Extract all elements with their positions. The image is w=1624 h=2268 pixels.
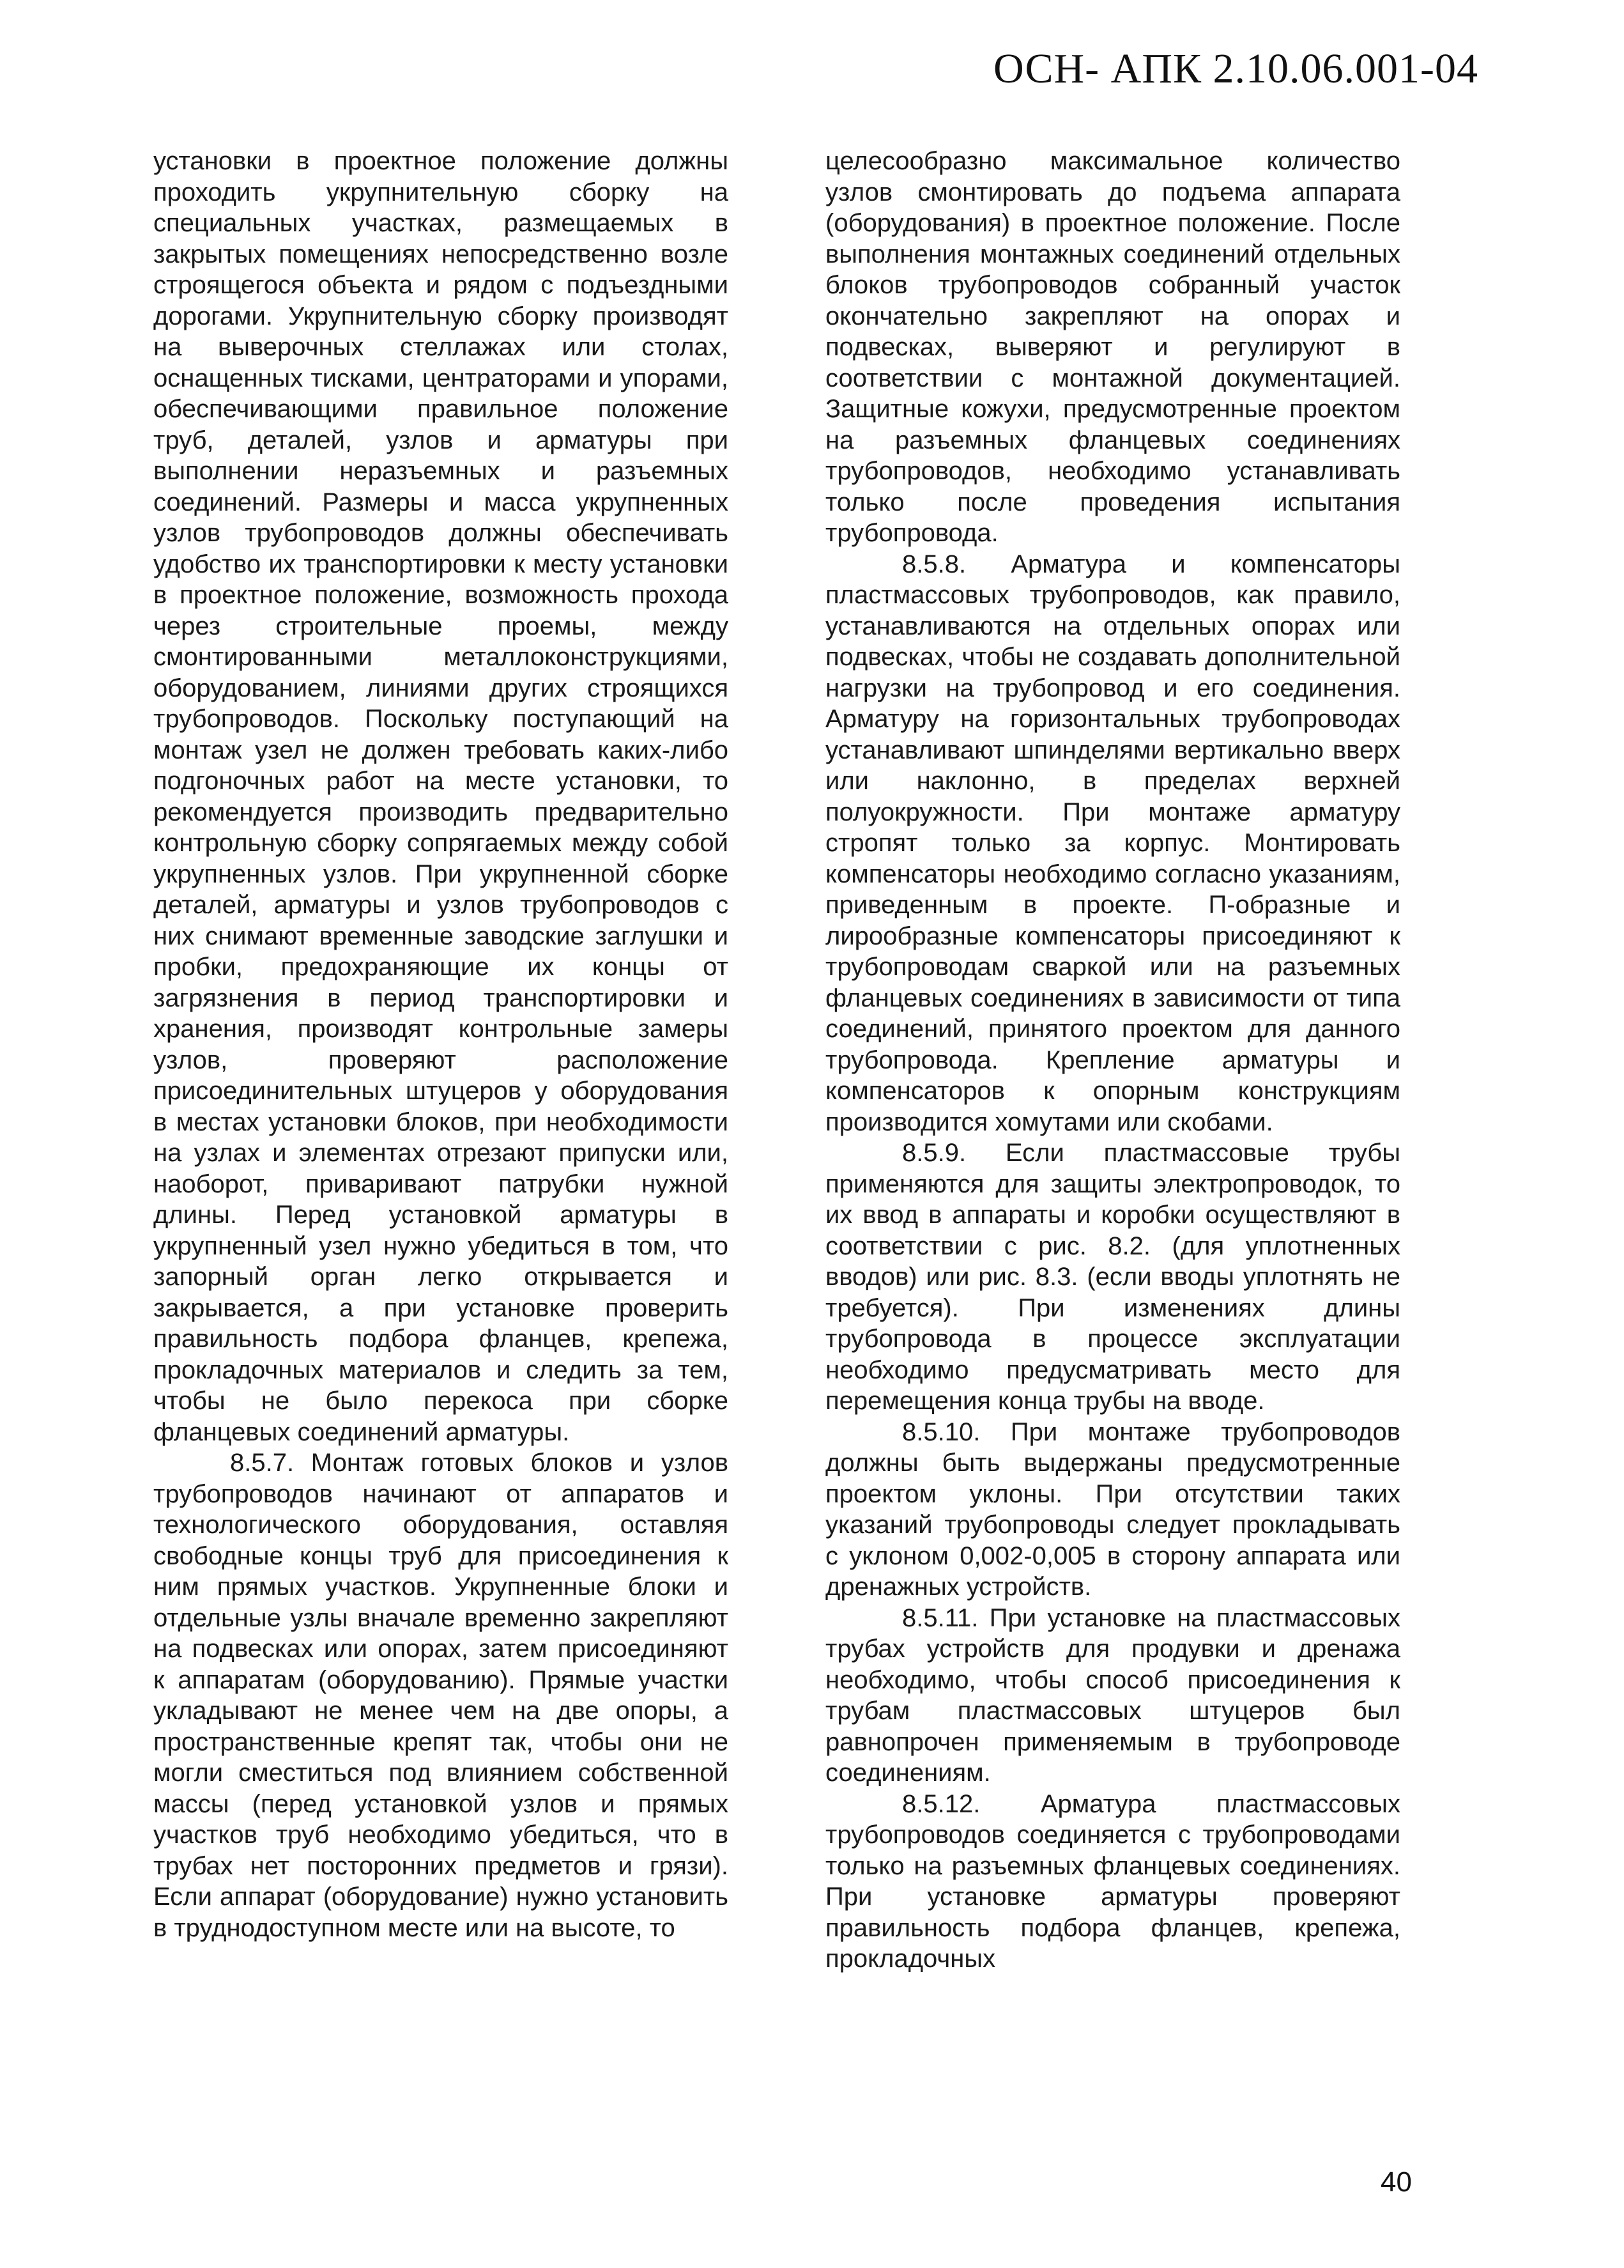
paragraph-8-5-12: 8.5.12. Арматура пластмассовых трубопроводов соединяется с трубопроводами только на разъемных фланцевых соединениях. При установке арматуры проверяют правильность подбора фланцев, крепежа, прокладочных — [825, 1789, 1400, 1973]
document-code: ОСН- АПК 2.10.06.001-04 — [993, 45, 1478, 92]
paragraph-continuation: установки в проектное положение должны проходить укрупнительную сборку на специальных участках, размещаемых в закрытых помещениях непосредственно возле строящегося объекта и рядом с подъездными дорогами. Укрупнительную сборку производят на выверочных стеллажах или столах, оснащенных тисками, центраторами и упорами, обеспечивающими правильное положение труб, деталей, узлов и арматуры при выполнении неразъемных и разъемных соединений. Размеры и масса укрупненных узлов трубопроводов должны обеспечивать удобство их транспортировки к месту установки в проектное положение, возможность прохода через строительные проемы, между смонтированными металлоконструкциями, оборудованием, линиями других строящихся трубопроводов. Поскольку поступающий на монтаж узел не должен требовать каких-либо подгоночных работ на месте установки, то рекомендуется производить предварительно контрольную сборку сопрягаемых между собой укрупненных узлов. При укрупненной сборке деталей, арматуры и узлов трубопроводов с них снимают временные заводские заглушки и пробки, предохраняющие их концы от загрязнения в период транспортировки и хранения, производят контрольные замеры узлов, проверяют расположение присоединительных штуцеров у оборудования в местах установки блоков, при необходимости на узлах и элементах отрезают припуски или, наоборот, приваривают патрубки нужной длины. Перед установкой арматуры в укрупненный узел нужно убедиться в том, что запорный орган легко открывается и закрывается, а при установке проверить правильность подбора фланцев, крепежа, прокладочных материалов и следить за тем, чтобы не было перекоса при сборке фланцевых соединений арматуры. — [153, 147, 728, 1446]
paragraph-8-5-8: 8.5.8. Арматура и компенсаторы пластмассовых трубопроводов, как правило, устанавливаются на отдельных опорах или подвесках, чтобы не создавать дополнительной нагрузки на трубопровод и его соединения. Арматуру на горизонтальных трубопроводах устанавливают шпинделями вертикально вверх или наклонно, в пределах верхней полуокружности. При монтаже арматуру стропят только за корпус. Монтировать компенсаторы необходимо согласно указаниям, приведенным в проекте. П-образные и лирообразные компенсаторы присоединяют к трубопроводам сваркой или на разъемных фланцевых соединениях в зависимости от типа соединений, принятого проектом для данного трубопровода. Крепление арматуры и компенсаторов к опорным конструкциям производится хомутами или скобами. — [825, 550, 1400, 1136]
page-number: 40 — [1381, 2166, 1412, 2198]
left-column — [153, 146, 728, 1943]
paragraph-8-5-7: 8.5.7. Монтаж готовых блоков и узлов трубопроводов начинают от аппаратов и технологического оборудования, оставляя свободные концы труб для присоединения к ним прямых участков. Укрупненные блоки и отдельные узлы вначале временно закрепляют на подвесках или опорах, затем присоединяют к аппаратам (оборудованию). Прямые участки укладывают не менее чем на две опоры, а пространственные крепят так, чтобы они не могли сместиться под влиянием собственной массы (перед установкой узлов и прямых участков труб необходимо убедиться, что в трубах нет посторонних предметов и грязи). Если аппарат (оборудование) нужно установить в труднодоступном месте или на высоте, то — [153, 1449, 728, 1942]
right-column — [825, 146, 1400, 1975]
paragraph-8-5-9: 8.5.9. Если пластмассовые трубы применяются для защиты электропроводок, то их ввод в аппараты и коробки осуществляют в соответствии с рис. 8.2. (для уплотненных вводов) или рис. 8.3. (если вводы уплотнять не требуется). При изменениях длины трубопровода в процессе эксплуатации необходимо предусматривать место для перемещения конца трубы на вводе. — [825, 1139, 1400, 1415]
paragraph-8-5-11: 8.5.11. При установке на пластмассовых трубах устройств для продувки и дренажа необходимо, чтобы способ присоединения к трубам пластмассовых штуцеров был равнопрочен применяемым в трубопроводе соединениям. — [825, 1603, 1400, 1787]
paragraph-continuation: целесообразно максимальное количество узлов смонтировать до подъема аппарата (оборудования) в проектное положение. После выполнения монтажных соединений отдельных блоков трубопроводов собранный участок окончательно закрепляют на опорах и подвесках, выверяют и регулируют в соответствии с монтажной документацией. Защитные кожухи, предусмотренные проектом на разъемных фланцевых соединениях трубопроводов, необходимо устанавливать только после проведения испытания трубопровода. — [825, 147, 1400, 547]
paragraph-8-5-10: 8.5.10. При монтаже трубопроводов должны быть выдержаны предусмотренные проектом уклоны. При отсутствии таких указаний трубопроводы следует прокладывать с уклоном 0,002-0,005 в сторону аппарата или дренажных устройств. — [825, 1417, 1400, 1601]
